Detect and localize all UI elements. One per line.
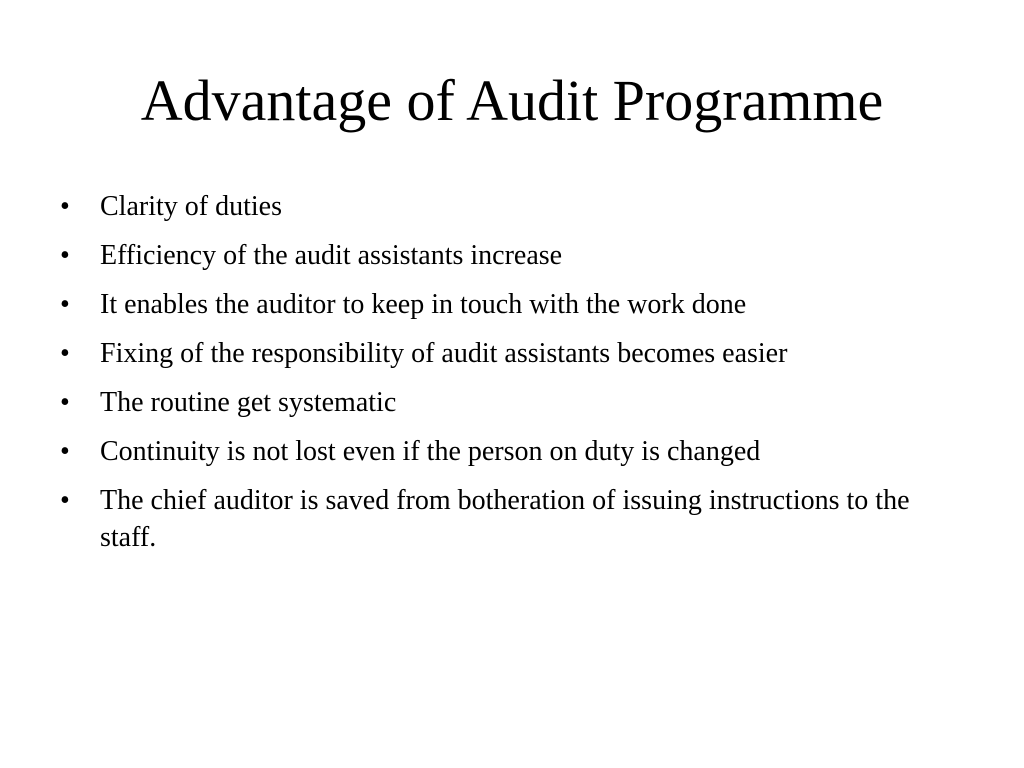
bullet-item-3 [60, 286, 960, 323]
bullet-list [60, 188, 960, 568]
bullet-item-2 [60, 237, 960, 274]
bullet-text: Fixing of the responsibility of audit assistants becomes easier [100, 338, 788, 369]
bullet-dot-icon: • [60, 289, 70, 320]
bullet-dot-icon: • [60, 436, 70, 467]
bullet-dot-icon: • [60, 240, 70, 271]
bullet-item-6 [60, 433, 960, 470]
bullet-item-4 [60, 335, 960, 372]
slide-title: Advantage of Audit Programme [140, 68, 884, 133]
bullet-item-5 [60, 384, 960, 421]
bullet-text: It enables the auditor to keep in touch with the work done [100, 289, 747, 320]
bullet-dot-icon: • [60, 338, 70, 369]
bullet-text: Efficiency of the audit assistants increase [100, 240, 563, 271]
bullet-text: Continuity is not lost even if the person on duty is changed [100, 436, 761, 467]
bullet-text: The chief auditor is saved from botheration of issuing instructions to the staff. [100, 485, 910, 553]
bullet-text: The routine get systematic [100, 387, 397, 418]
bullet-item-7 [60, 482, 960, 556]
bullet-text: Clarity of duties [100, 191, 282, 222]
bullet-dot-icon: • [60, 387, 70, 418]
bullet-dot-icon: • [60, 485, 70, 516]
bullet-item-1 [60, 188, 960, 225]
bullet-dot-icon: • [60, 191, 70, 222]
